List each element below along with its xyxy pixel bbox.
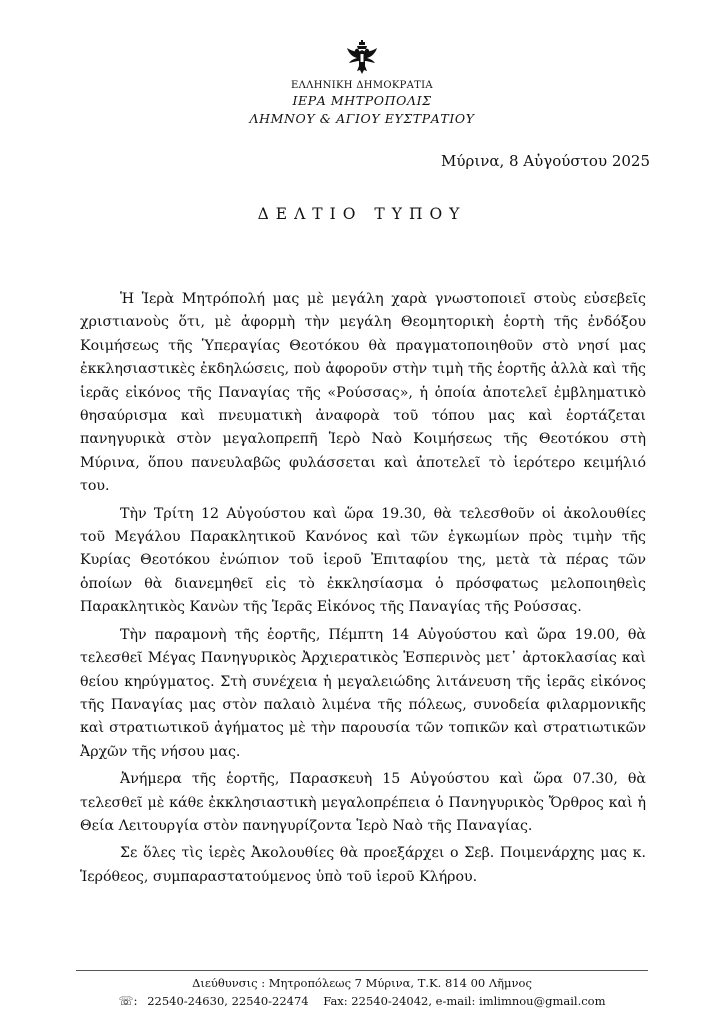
place-date: Μύρινα, 8 Αὐγούστου 2025 bbox=[441, 152, 650, 170]
document-title: ΔΕΛΤΙΟ ΤΥΠΟΥ bbox=[257, 205, 467, 223]
footer-contact: 22540-24630, 22540-22474 Fax: 22540-24042, e-mail: imlimnou@gmail.com bbox=[147, 994, 606, 1008]
footer-address: Διεύθυνσις : Μητροπόλεως 7 Μύρινα, Τ.Κ. 814 00 Λῆμνος bbox=[192, 976, 532, 990]
telephone-icon: ☏: bbox=[118, 994, 138, 1008]
org-line-state: ΕΛΛΗΝΙΚΗ ΔΗΜΟΚΡΑΤΙΑ bbox=[291, 80, 433, 91]
org-line-metropolis: ΙΕΡΑ ΜΗΤΡΟΠΟΛΙΣ bbox=[292, 93, 432, 108]
double-headed-eagle-icon bbox=[346, 40, 378, 76]
paragraph: Ἀνήμερα τῆς ἑορτῆς, Παρασκευὴ 15 Αὐγούστου καὶ ὥρα 07.30, θὰ τελεσθεῖ μὲ κάθε ἐκκλησιαστικὴ μεγαλοπρέπεια ὁ Πανηγυρικὸς Ὄρθρος καὶ ἡ Θεία Λειτουργία στὸν πανηγυρίζοντα Ἱερὸ Ναὸ τῆς Παναγίας. bbox=[80, 771, 646, 834]
document-body bbox=[80, 288, 646, 893]
paragraph: Τὴν παραμονὴ τῆς ἑορτῆς, Πέμπτη 14 Αὐγούστου καὶ ὥρα 19.00, θὰ τελεσθεῖ Μέγας Πανηγυρικὸς Ἀρχιερατικὸς Ἑσπερινὸς μετ᾽ ἀρτοκλασίας καὶ θείου κηρύγματος. Στὴ συνέχεια ἡ μεγαλειώδης λιτάνευση τῆς ἱερᾶς εἰκόνος τῆς Παναγίας μας στὸν παλαιὸ λιμένα τῆς πόλεως, συνοδεία φιλαρμονικῆς καὶ στρατιωτικοῦ ἀγήματος μὲ τὴν παρουσία τῶν τοπικῶν καὶ στρατιωτικῶν Ἀρχῶν τῆς νήσου μας. bbox=[80, 626, 646, 760]
footer-contact-line bbox=[0, 994, 724, 1008]
paragraph: Ἡ Ἱερὰ Μητρόπολή μας μὲ μεγάλη χαρὰ γνωστοποιεῖ στοὺς εὐσεβεῖς χριστιανοὺς ὅτι, μὲ ἀφορμὴ τὴν μεγάλη Θεομητορικὴ ἑορτὴ τῆς ἐνδόξου Κοιμήσεως τῆς Ὑπεραγίας Θεοτόκου θὰ πραγματοποιηθοῦν στὸ νησί μας ἐκκλησιαστικὲς ἐκδηλώσεις, ποὺ ἀφοροῦν στὴν τιμὴ τῆς ἑορτῆς ἀλλὰ καὶ τῆς ἱερᾶς εἰκόνος τῆς Παναγίας τῆς «Ρούσσας», ἡ ὁποία ἀποτελεῖ ἐμβληματικὸ θησαύρισμα καὶ πνευματικὴ ἀναφορὰ τοῦ τόπου μας καὶ ἑορτάζεται πανηγυρικὰ στὸν μεγαλοπρεπῆ Ἱερὸ Ναὸ Κοιμήσεως τῆς Θεοτόκου στὴ Μύρινα, ὅπου πανευλαβῶς φυλάσσεται καὶ ἀποτελεῖ τὸ ἱερότερο κειμήλιό του. bbox=[80, 291, 646, 495]
footer-divider bbox=[76, 970, 648, 971]
org-line-region: ΛΗΜΝΟΥ & ΑΓΙΟΥ ΕΥΣΤΡΑΤΙΟΥ bbox=[249, 111, 475, 126]
paragraph: Τὴν Τρίτη 12 Αὐγούστου καὶ ὥρα 19.30, θὰ τελεσθοῦν οἱ ἀκολουθίες τοῦ Μεγάλου Παρακλητικοῦ Κανόνος καὶ τῶν ἐγκωμίων πρὸς τιμὴν τῆς Κυρίας Θεοτόκου ἐνώπιον τοῦ ἱεροῦ Ἐπιταφίου της, μετὰ τὰ πέρας τῶν ὁποίων θὰ διανεμηθεῖ εἰς τὸ ἐκκλησίασμα ὁ πρόσφατως μελοποιηθεὶς Παρακλητικὸς Κανὼν τῆς Ἱερᾶς Εἰκόνος τῆς Παναγίας τῆς Ρούσσας. bbox=[80, 505, 646, 616]
paragraph: Σε ὅλες τὶς ἱερὲς Ἀκολουθίες θὰ προεξάρχει ο Σεβ. Ποιμενάρχης μας κ. Ἱερόθεος, συμπαραστατούμενος ὑπὸ τοῦ ἱεροῦ Κλήρου. bbox=[80, 845, 646, 885]
